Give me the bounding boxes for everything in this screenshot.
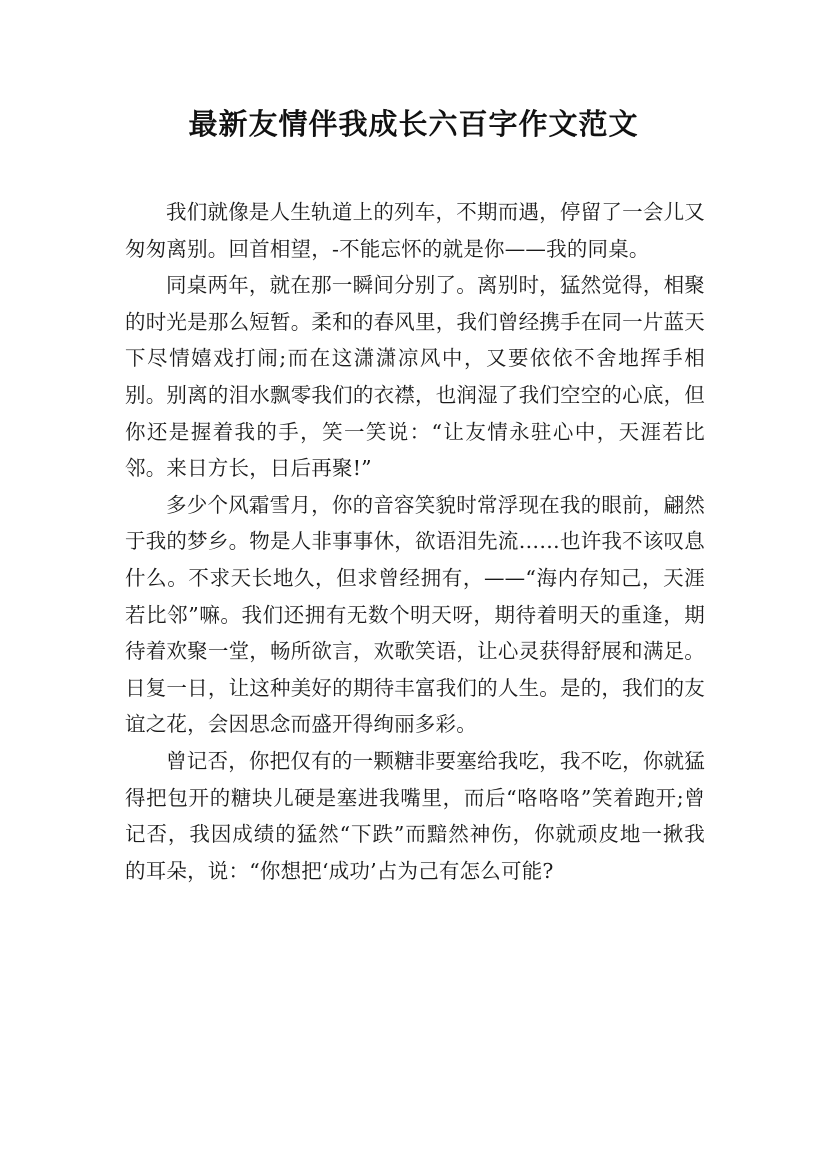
paragraph-3: 多少个风霜雪月，你的音容笑貌时常浮现在我的眼前，翩然于我的梦乡。物是人非事事休，欲语泪先流……也许我不该叹息什么。不求天长地久，但求曾经拥有，——“海内存知己，天涯若比邻”嘛。我们还拥有无数个明天呀，期待着明天的重逢，期待着欢聚一堂，畅所欲言，欢歌笑语，让心灵获得舒展和满足。日复一日，让这种美好的期待丰富我们的人生。是的，我们的友谊之花，会因思念而盛开得绚丽多彩。: [125, 492, 705, 737]
paragraph-4: 曾记否，你把仅有的一颗糖非要塞给我吃，我不吃，你就猛得把包开的糖块儿硬是塞进我嘴里，而后“咯咯咯”笑着跑开;曾记否，我因成绩的猛然“下跌”而黯然神伤，你就顽皮地一揪我的耳朵，说：“你想把‘成功’占为己有怎么可能?: [125, 748, 705, 883]
document-body: [125, 194, 705, 889]
paragraph-1: 我们就像是人生轨道上的列车，不期而遇，停留了一会儿又匆匆离别。回首相望，-不能忘怀的就是你——我的同桌。: [125, 200, 705, 261]
document-title: 最新友情伴我成长六百字作文范文: [188, 107, 639, 141]
paragraph-2: 同桌两年，就在那一瞬间分别了。离别时，猛然觉得，相聚的时光是那么短暂。柔和的春风里，我们曾经携手在同一片蓝天下尽情嬉戏打闹;而在这潇潇凉风中，又要依依不舍地挥手相别。别离的泪水飘零我们的衣襟，也润湿了我们空空的心底，但你还是握着我的手，笑一笑说：“让友情永驻心中，天涯若比邻。来日方长，日后再聚!”: [125, 273, 705, 481]
